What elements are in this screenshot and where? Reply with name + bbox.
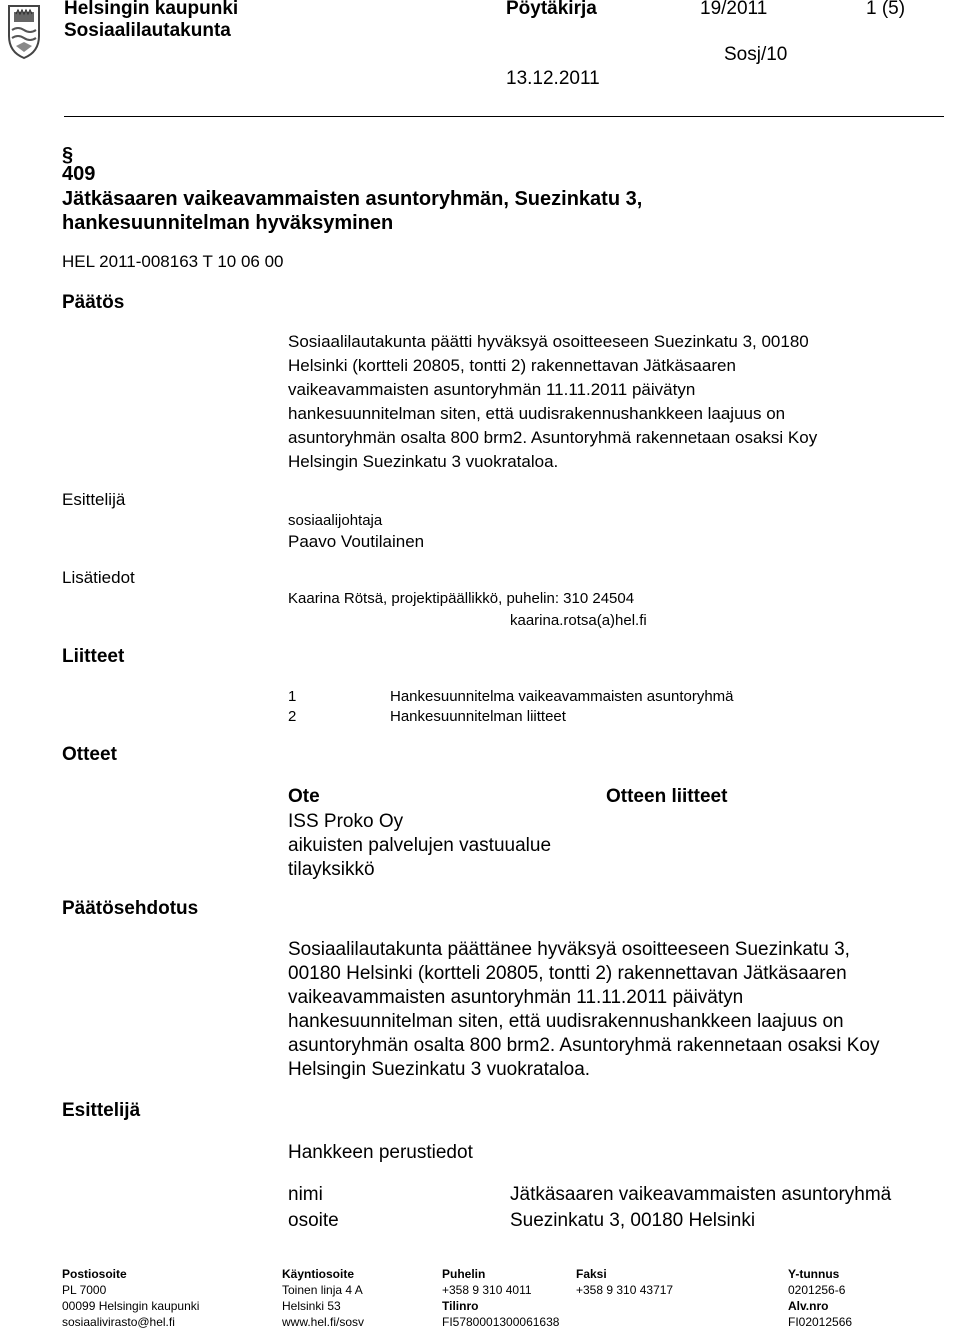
footer-head: Y-tunnus (788, 1267, 840, 1281)
basics-value: Jätkäsaaren vaikeavammaisten asuntoryhmä (510, 1184, 892, 1205)
decision-line: vaikeavammaisten asuntoryhmän 11.11.2011 päivätyn (288, 380, 696, 399)
doc-type: Pöytäkirja (506, 0, 597, 19)
contact-email[interactable]: kaarina.rotsa(a)hel.fi (510, 612, 647, 629)
basics-key: nimi (288, 1184, 323, 1205)
extracts-col-ote: Ote (288, 786, 320, 807)
footer-line: PL 7000 (62, 1283, 107, 1297)
presenter-title: sosiaalijohtaja (288, 512, 383, 529)
footer-col-fax (576, 1266, 673, 1298)
footer-website[interactable]: www.hel.fi/sosv (282, 1315, 365, 1329)
label-esittelija: Esittelijä (62, 490, 126, 509)
label-liitteet: Liitteet (62, 646, 125, 667)
section-symbol: § (62, 144, 74, 166)
section-title-line1: Jätkäsaaren vaikeavammaisten asuntoryhmän, Suezinkatu 3, (62, 188, 643, 210)
basics-heading: Hankkeen perustiedot (288, 1142, 473, 1163)
list-item: aikuisten palvelujen vastuualue (288, 835, 552, 856)
decision-line: hankesuunnitelman siten, että uudisrakennushankkeen laajuus on (288, 404, 786, 423)
presenter-name: Paavo Voutilainen (288, 532, 425, 551)
footer-head: Alv.nro (788, 1299, 829, 1313)
proposal-line: asuntoryhmän osalta 800 brm2. Asuntoryhmä rakennetaan osaksi Koy (288, 1035, 880, 1056)
org-name: Helsingin kaupunki (64, 0, 239, 19)
footer-line: Helsinki 53 (282, 1299, 341, 1313)
extract-recipients (288, 810, 551, 882)
attachment-number: 2 (288, 708, 297, 725)
decision-text (288, 330, 817, 474)
section-title-line2: hankesuunnitelman hyväksyminen (62, 212, 394, 234)
label-paatosehdotus: Päätösehdotus (62, 898, 199, 919)
footer-line: FI5780001300061638 (442, 1315, 560, 1329)
basics-key: osoite (288, 1210, 339, 1231)
footer-col-visit (282, 1266, 364, 1330)
header-rule (64, 116, 944, 117)
issue-number: 19/2011 (700, 0, 768, 19)
reference-code: Sosj/10 (724, 44, 788, 65)
footer-col-phone (442, 1266, 559, 1330)
label-otteet: Otteet (62, 744, 117, 765)
attachment-number: 1 (288, 688, 297, 705)
proposal-line: vaikeavammaisten asuntoryhmän 11.11.2011 päivätyn (288, 987, 744, 1008)
proposal-line: Helsingin Suezinkatu 3 vuokrataloa. (288, 1059, 591, 1080)
footer-line: +358 9 310 4011 (442, 1283, 532, 1297)
section-number: 409 (62, 163, 96, 185)
dept-name: Sosiaalilautakunta (64, 20, 231, 41)
footer-line: FI02012566 (788, 1315, 853, 1329)
footer-head: Tilinro (442, 1299, 479, 1313)
label-lisatiedot: Lisätiedot (62, 568, 135, 587)
decision-line: Helsingin Suezinkatu 3 vuokrataloa. (288, 452, 559, 471)
footer-email[interactable]: sosiaalivirasto@hel.fi (62, 1315, 175, 1329)
basics-value: Suezinkatu 3, 00180 Helsinki (510, 1210, 756, 1231)
contact-line: Kaarina Rötsä, projektipäällikkö, puhelin: 310 24504 (288, 590, 635, 607)
proposal-text (288, 938, 879, 1082)
footer-head: Puhelin (442, 1267, 486, 1281)
footer-head: Faksi (576, 1267, 607, 1281)
footer-col-business-id (788, 1266, 852, 1330)
extracts-col-liitteet: Otteen liitteet (606, 786, 728, 807)
footer-line: 0201256-6 (788, 1283, 846, 1297)
proposal-line: 00180 Helsinki (kortteli 20805, tontti 2) rakennettavan Jätkäsaaren (288, 963, 847, 984)
page-number: 1 (5) (866, 0, 906, 19)
list-item: ISS Proko Oy (288, 811, 404, 832)
label-paatos: Päätös (62, 292, 125, 313)
meeting-date: 13.12.2011 (506, 68, 600, 89)
list-item: tilayksikkö (288, 859, 375, 880)
footer-line: Toinen linja 4 A (282, 1283, 363, 1297)
footer-line: +358 9 310 43717 (576, 1283, 674, 1297)
footer-head: Postiosoite (62, 1267, 127, 1281)
decision-line: Sosiaalilautakunta päätti hyväksyä osoitteeseen Suezinkatu 3, 00180 (288, 332, 809, 351)
case-id: HEL 2011-008163 T 10 06 00 (62, 252, 284, 271)
decision-line: Helsinki (kortteli 20805, tontti 2) rakennettavan Jätkäsaaren (288, 356, 736, 375)
footer-col-postal (62, 1266, 199, 1330)
footer-line: 00099 Helsingin kaupunki (62, 1299, 200, 1313)
attachment-link[interactable]: Hankesuunnitelma vaikeavammaisten asuntoryhmä (390, 688, 734, 705)
proposal-line: Sosiaalilautakunta päättänee hyväksyä osoitteeseen Suezinkatu 3, (288, 939, 850, 960)
decision-line: asuntoryhmän osalta 800 brm2. Asuntoryhmä rakennetaan osaksi Koy (288, 428, 818, 447)
footer-head: Käyntiosoite (282, 1267, 355, 1281)
label-esittelija-bold: Esittelijä (62, 1100, 141, 1121)
helsinki-crest-icon (6, 2, 42, 60)
proposal-line: hankesuunnitelman siten, että uudisrakennushankkeen laajuus on (288, 1011, 844, 1032)
attachment-link[interactable]: Hankesuunnitelman liitteet (390, 708, 566, 725)
